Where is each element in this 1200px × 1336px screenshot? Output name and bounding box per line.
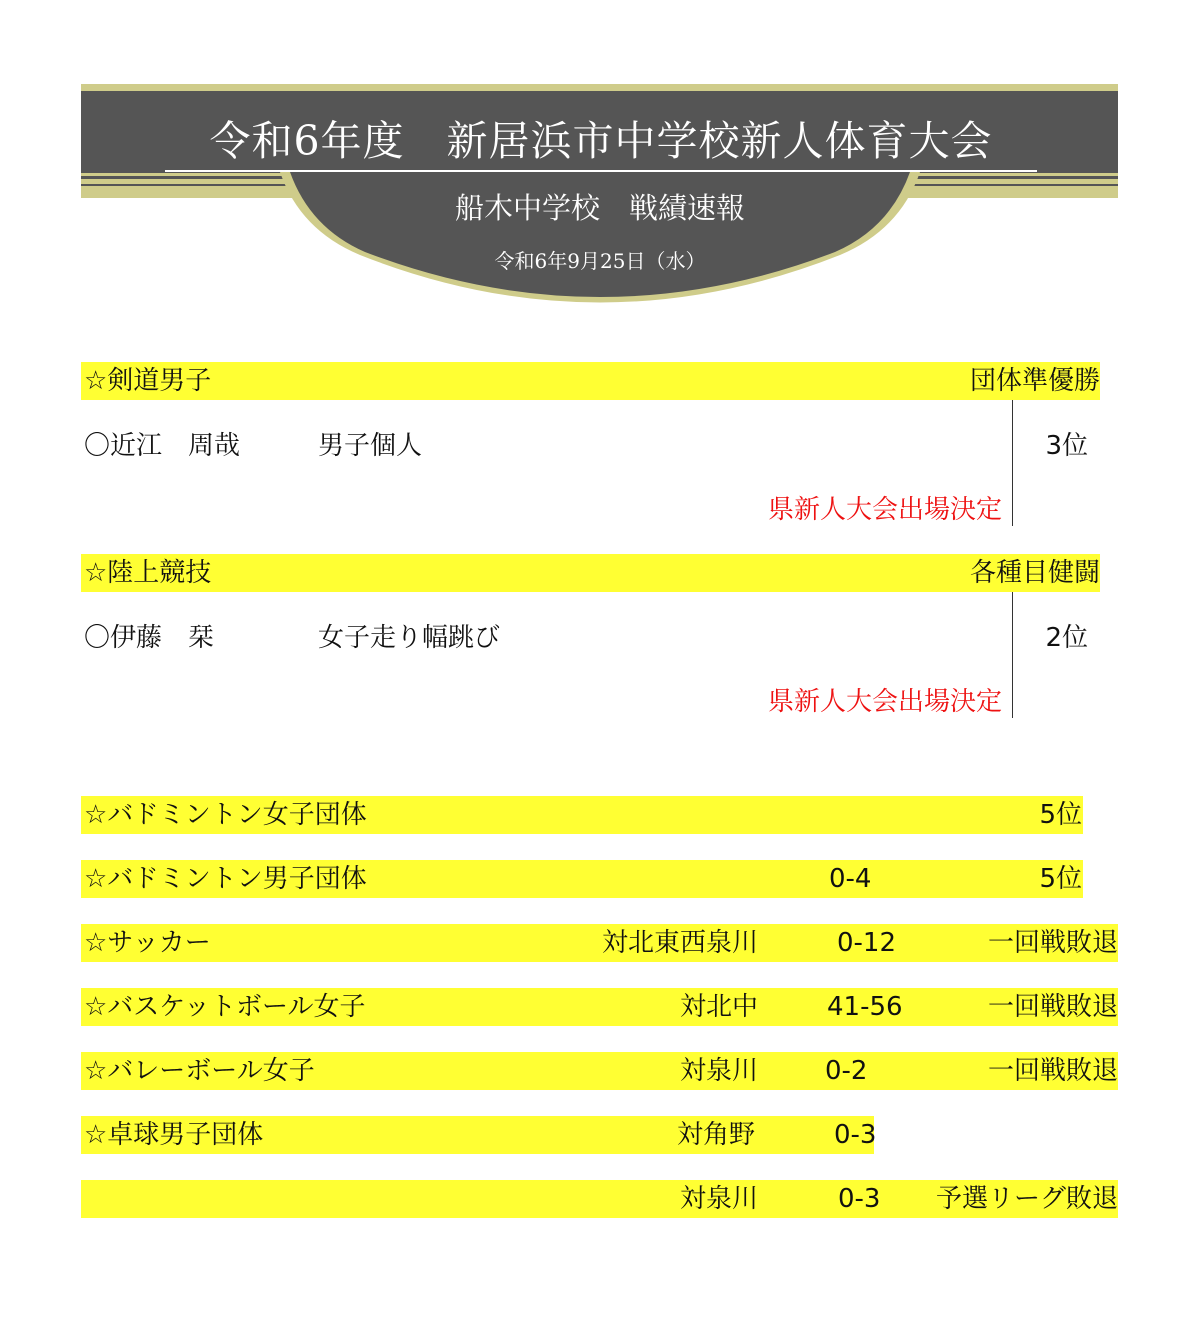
result-sport: ☆卓球男子団体 [84,1120,264,1150]
result-score: 0-2 [825,1056,868,1086]
result-opponent: 対泉川 [679,1184,758,1214]
athlete-name-track: 〇伊藤 栞 [84,623,215,653]
section-title-kendo: ☆剣道男子 [84,366,212,396]
rank-kendo: 3位 [1045,431,1088,461]
result-opponent: 対泉川 [679,1056,758,1086]
page-subtitle: 船木中学校 戦績速報 [454,191,745,225]
result-opponent: 対北中 [679,992,758,1022]
result-sport: ☆バスケットボール女子 [84,992,366,1022]
result-outcome: 一回戦敗退 [987,992,1118,1022]
result-score: 0-12 [837,928,897,958]
event-track: 女子走り幅跳び [318,623,501,653]
result-outcome: 5位 [1039,864,1082,894]
result-sport: ☆バドミントン男子団体 [84,864,367,894]
rank-track: 2位 [1045,623,1088,653]
advance-note-track: 県新人大会出場決定 [767,687,1002,717]
result-score: 0-3 [834,1120,877,1150]
page-title: 令和6年度 新居浜市中学校新人体育大会 [165,112,1037,172]
result-outcome: 一回戦敗退 [987,928,1118,958]
result-outcome: 一回戦敗退 [987,1056,1118,1086]
athlete-name-kendo: 〇近江 周哉 [84,431,241,461]
report-date: 令和6年9月25日（水） [494,249,706,273]
section-title-track: ☆陸上競技 [84,558,212,588]
header-banner [0,0,1200,320]
result-sport: ☆バレーボール女子 [84,1056,315,1086]
result-sport: ☆バドミントン女子団体 [84,800,367,830]
result-opponent: 対角野 [676,1120,755,1150]
advance-note-kendo: 県新人大会出場決定 [767,495,1002,525]
result-score: 0-4 [829,864,872,894]
result-score: 0-3 [838,1184,881,1214]
result-score: 41-56 [827,992,903,1022]
team-result-kendo: 団体準優勝 [969,366,1100,396]
result-opponent: 対北東西泉川 [601,928,758,958]
team-result-track: 各種目健闘 [969,558,1100,588]
result-sport: ☆サッカー [84,928,211,958]
event-kendo: 男子個人 [318,431,423,461]
result-outcome: 予選リーグ敗退 [935,1184,1118,1214]
result-outcome: 5位 [1039,800,1082,830]
